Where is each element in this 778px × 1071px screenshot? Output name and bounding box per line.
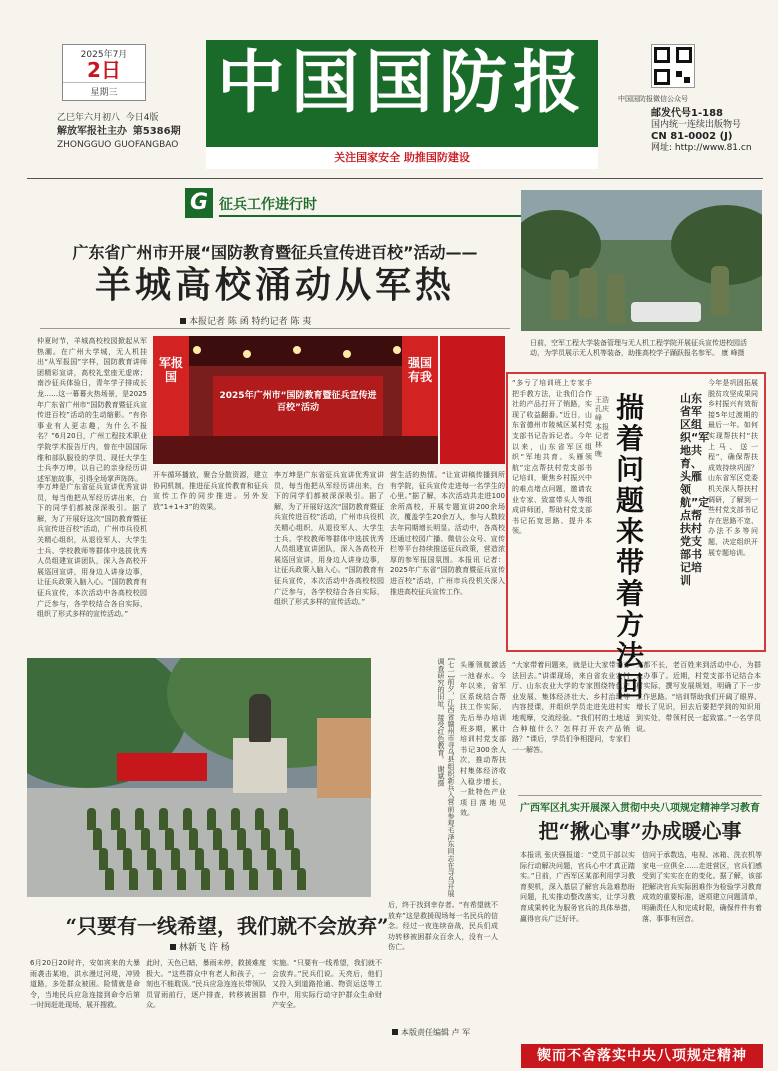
feature-byline: 王浩 孔庆峰 本报记者 林 晚 — [595, 396, 609, 458]
soldier-figure — [93, 828, 102, 850]
memorial-column-1: 6月20日20时许，安如宾来的大暴雨袭击某地，洪水漫过河堤，冲毁道路，多处群众被困。险情就是命令，当地民兵应急连接到命令后第一时间赶赴现场，展开搜救。 — [30, 959, 140, 1010]
memorial-column-3: 后，终于找到幸存者。“有希望就不放弃”这是救援现场每一名民兵的信念。经过一夜连续奋战，民兵们成功转移被困群众百余人，没有一人伤亡。 — [388, 901, 498, 952]
section-label: 征兵工作进行时 — [219, 197, 317, 213]
soldier-figure — [105, 868, 114, 890]
page-editor — [392, 1027, 470, 1038]
postal-code: 邮发代号1-188 — [651, 108, 723, 119]
soldier-figure — [189, 828, 198, 850]
soldier-figure — [201, 868, 210, 890]
soldier-figure — [159, 808, 168, 830]
soldier-figure — [117, 828, 126, 850]
newspaper-title: 中国国防报 — [216, 43, 587, 123]
soldier-figure — [141, 828, 150, 850]
soldier-figure — [291, 848, 300, 870]
soldier-figure — [147, 848, 156, 870]
soldier-figure — [99, 848, 108, 870]
soldier-figure — [249, 868, 258, 890]
memorial-headline: “只要有一线希望，我们就不会放弃” — [65, 914, 389, 938]
date-box — [62, 44, 146, 101]
lamp-icon — [243, 350, 251, 358]
cadet-figure — [711, 266, 729, 316]
year-month: 2025年7月 — [80, 50, 128, 60]
soldier-figure — [261, 828, 270, 850]
postal-info — [651, 108, 752, 154]
soldier-figure — [285, 828, 294, 850]
lead-column-2: 李万坤是广东省征兵宣讲优秀宣讲员，每当他把从军经历讲出来，台下的同学们都被深深吸引。据了解，为了开展好这次“国防教育暨征兵宣传进百校”活动，广州市兵役机关精心组织，从退役军人、大学生士兵、学校教师等群体中选拔优秀人员组建宣讲团队，深入各高校开展巡回宣讲，用身边人讲身边事，让征兵政策入脑入心。“国防教育有征兵宣传，本次活动中各高校校园广泛参与，各学校结合各自实际，组织了形式多样的宣传活动。” — [37, 483, 147, 619]
lamp-icon — [193, 346, 201, 354]
soldier-figure — [87, 808, 96, 830]
right-story-column-1: 本报讯 张庆强报道：“党员干部以实际行动解决问题，官兵心中才真正踏实。”日前，广西军区某部利用学习教育契机，深入基层了解官兵急难愁盼问题，扎实推动整改落实，让学习教育成果转化为服务官兵的具体举措，赢得官兵广泛好评。 — [520, 851, 635, 923]
right-story-headline: 把“揪心事”办成暖心事 — [538, 819, 742, 843]
lead-column-3: 营生活的热情。“让宣讲稿传播到所有学院，征兵宣传走进每一名学生的心里。”据了解，本次活动共走进100余所高校，开展专题宣讲200余场次，覆盖学生20余万人，参与人数较去年同期增长明显。活动中，各高校还通过校园广播、微信公众号、宣传栏等平台持续推送征兵政策，营造浓厚的参军报国氛围。本报讯 记者：2025年广东省“国防教育暨征兵宣传进百校”活动，广州市兵役机关深入推进高校征兵宣传工作。 — [390, 471, 505, 596]
right-story-kicker: 广西军区扎实开展深入贯彻中央八项规定精神学习教育 — [520, 803, 760, 814]
cadet-figure — [579, 268, 597, 318]
lead-byline-text: 本报记者 陈 函 特约记者 陈 夷 — [189, 317, 312, 327]
wall — [317, 718, 371, 798]
drone-caption: 日前，空军工程大学装备管理与无人机工程学院开展征兵宣传进校园活动，为学员展示无人机等装备，助推高校学子踊跃报名参军。 康 峰摄 — [530, 339, 747, 357]
soldier-figure — [231, 808, 240, 830]
memorial-byline-text: 林新飞 许 杨 — [179, 943, 230, 953]
bottom-banner: 锲而不舍落实中央八项规定精神 — [521, 1044, 763, 1068]
statue — [249, 694, 271, 742]
page-editor-text: 本版责任编辑 卢 军 — [401, 1028, 471, 1037]
memorial-byline — [170, 940, 230, 953]
lamp-icon — [393, 346, 401, 354]
feature-title: 揣着问题来 带着方法回 — [616, 391, 645, 703]
soldier-figure — [219, 848, 228, 870]
byline-marker — [170, 944, 176, 950]
party-flag — [117, 753, 207, 781]
cn-number: CN 81-0002 (J) — [651, 131, 733, 142]
cadet-figure — [551, 270, 569, 320]
memorial-column-2: 此时，天色已暗，暴雨未停，救援难度极大。“这些群众中有老人和孩子，一刻也不能耽误。”民兵应急连连长带领队员冒雨前行，逐户排查，转移被困群众。 — [146, 959, 266, 1010]
soldier-figure — [165, 828, 174, 850]
pinyin-title: ZHONGGUO GUOFANGBAO — [57, 140, 179, 150]
section-icon: G — [185, 188, 213, 218]
drone-photo — [521, 190, 762, 331]
soldier-figure — [225, 868, 234, 890]
weekday: 星期三 — [63, 82, 145, 98]
feature-kicker: 山东省军区组织“军地共育、头雁领航”定点帮扶村党支部书记培训 — [680, 392, 710, 587]
qr-caption: 中国国防报微信公众号 — [618, 95, 688, 103]
lead-headline: 羊城高校涌动从军热 — [94, 264, 455, 306]
soldier-figure — [111, 808, 120, 830]
feature-column-4: 文都不长，老百姓来到活动中心，为群众办事了。近期，村党支部书记结合本村实际，撰写发展规划，明确了下一步工作思路。“培训帮助我们开阔了眼界、增长了见识，回去后要把学到的知识用到实处，带领村民一起致富。”一名学员说。 — [636, 661, 761, 733]
soldier-figure — [171, 848, 180, 870]
soldier-figure — [243, 848, 252, 870]
soldier-figure — [129, 868, 138, 890]
publisher: 解放军报社主办 — [57, 126, 127, 137]
byline-marker — [180, 318, 186, 324]
soldier-figure — [195, 848, 204, 870]
cadet-figure — [607, 274, 625, 324]
conference-side-panel — [440, 336, 505, 464]
issue-number: 第5386期 — [132, 126, 181, 137]
slogan: 关注国家安全 助推国防建设 — [334, 151, 470, 164]
feature-column-1: “多亏了培训班上专家手把手教方法，让我们合作社的产品打开了销路，实现了收益翻番。”近日，山东省德州市陵城区某村党支部书记告诉记者。今年以来，山东省军区组织“军地共育、头雁领航”定点帮扶村党支部书记培训，聚焦乡村振兴中的难点堵点问题，邀请农业专家、致富带头人等组成讲师团，帮助村党支部书记拓宽思路、提升本领。 — [512, 379, 592, 536]
right-story-column-2: 信问于承数选，电视、冰箱、洗衣机等家电一应俱全……走进营区，官兵们感受到了实实在在的变化。据了解，该部把解决官兵实际困难作为检验学习教育成效的重要标准，逐项建立问题清单，明确责任人和完成时限，确保件件有着落、事事有回音。 — [642, 851, 762, 923]
lunar-date: 乙巳年六月初八 — [57, 113, 121, 123]
soldier-figure — [273, 868, 282, 890]
stage-audience — [153, 436, 438, 464]
cn-number-label: 国内统一连续出版物号 — [651, 120, 742, 130]
soldier-figure — [135, 808, 144, 830]
memorial-column-4: 实施。“只要有一线希望，我们就不会放弃。”民兵们说。天亮后，他们又投入到道路抢通、物资运送等工作中，用实际行动守护群众生命财产安全。 — [272, 959, 382, 1010]
byline-marker — [392, 1029, 398, 1035]
lead-byline — [180, 314, 311, 327]
soldier-figure — [237, 828, 246, 850]
memorial-caption: [七一]前夕，江西省赣州市寻乌县组织新兵入营前参观毛泽东同志在寻乌开展调查研究的旧址，接受红色教育。 谢斌摄 — [437, 658, 455, 897]
masthead-divider — [27, 178, 763, 179]
memorial-photo — [27, 658, 371, 897]
website: 网址: http://www.81.cn — [651, 143, 752, 153]
conference-photo — [153, 336, 438, 464]
qr-code-icon — [651, 44, 695, 88]
lead-column-2b: 李万坤是广东省征兵宣讲优秀宣讲员，每当他把从军经历讲出来，台下的同学们都被深深吸引。据了解，为了开展好这次“国防教育暨征兵宣传进百校”活动，广州市兵役机关精心组织，从退役军人、大学生士兵、学校教师等群体中选拔优秀人员组建宣讲团队，深入各高校开展巡回宣讲，用身边人讲身边事，让征兵政策入脑入心。“国防教育有征兵宣传，本次活动中各高校校园广泛参与，各学校结合各自实际，组织了形式多样的宣传活动。” — [274, 471, 384, 607]
drone-icon — [631, 302, 701, 322]
lead-column-1: 仲夏时节，羊城高校校园掀起从军热潮。在广州大学城，无人机挂出“从军报国”字样，国防教育讲师团精彩宣讲，高校礼堂座无虚席；南沙征兵体验日，青年学子排成长龙……这一幕幕火热场景，是2025年广东省广州市“国防教育暨征兵宣传进百校”活动的生动缩影。“有你事业有人更志趣，为什么不报名？”6月20日，广州工程技术职业学院学术报告厅内，曾在中国国际维和部队服役的学员、现任大学生士兵李万坤，以自己的亲身经历讲述军旅故事，引得全场掌声阵阵。 — [37, 337, 147, 483]
feature-column-2: 今年是巩固拓展脱贫攻坚成果同乡村振兴有效衔接5年过渡期的最后一年。如何实现帮扶村“扶上马、送一程”，确保帮扶成效持续巩固？山东省军区党委机关深入帮扶村调研，了解到一些村党支部书记存在思路不宽、办法不多等问题，决定组织开展专题培训。 — [708, 379, 758, 557]
plaza — [27, 788, 371, 897]
statue-base — [233, 738, 287, 793]
banner-right-text: 强国有我 — [408, 356, 433, 384]
feature-column-5: 头雁领航激活一池春水。今年以来，省军区系统结合帮扶工作实际，先后举办培训班多期，累计培训村党支部书记300余人次，推动帮扶村集体经济收入稳步增长，一批特色产业项目落地见效。 — [460, 661, 506, 818]
soldier-figure — [123, 848, 132, 870]
masthead-info — [57, 112, 181, 152]
soldier-figure — [213, 828, 222, 850]
soldier-figure — [207, 808, 216, 830]
feature-column-3: “大家带着问题来，就是让大家带着方法回去。”讲课现场，来自省农业农村厅、山东农业大学的专家围绕特色产业发展、集体经济壮大、乡村治理等内容授课，并组织学员走进先进村实地观摩，交流经验。“我们村的土地适合种植什么？怎样打开农产品销路？”课后，学员们争相提问，专家们一一解答。 — [512, 661, 630, 754]
page-count: 今日4版 — [125, 113, 159, 123]
lead-divider — [40, 328, 510, 329]
lamp-icon — [343, 350, 351, 358]
day: 2日 — [87, 58, 121, 82]
soldier-figure — [267, 848, 276, 870]
lamp-icon — [293, 346, 301, 354]
section-tag — [185, 188, 445, 218]
lead-kicker: 广东省广州市开展“国防教育暨征兵宣传进百校”活动—— — [72, 243, 478, 262]
lead-column-4: 开车循环播放，聚合分散资源，建立协同机制，推进征兵宣传教育和征兵宣传工作的同步推进。另外发放“1+1+3”的效果。 — [153, 471, 268, 511]
stage-backdrop-text: 2025年广州市“国防教育暨征兵宣传进百校”活动 — [219, 391, 377, 413]
memorial-caption-box — [376, 658, 456, 897]
right-story-divider — [518, 795, 762, 796]
soldier-figure — [255, 808, 264, 830]
soldier-figure — [279, 808, 288, 830]
soldier-figure — [153, 868, 162, 890]
soldier-figure — [177, 868, 186, 890]
banner-left-text: 军报国 — [159, 356, 184, 384]
soldier-figure — [183, 808, 192, 830]
soldier-figure — [297, 868, 306, 890]
